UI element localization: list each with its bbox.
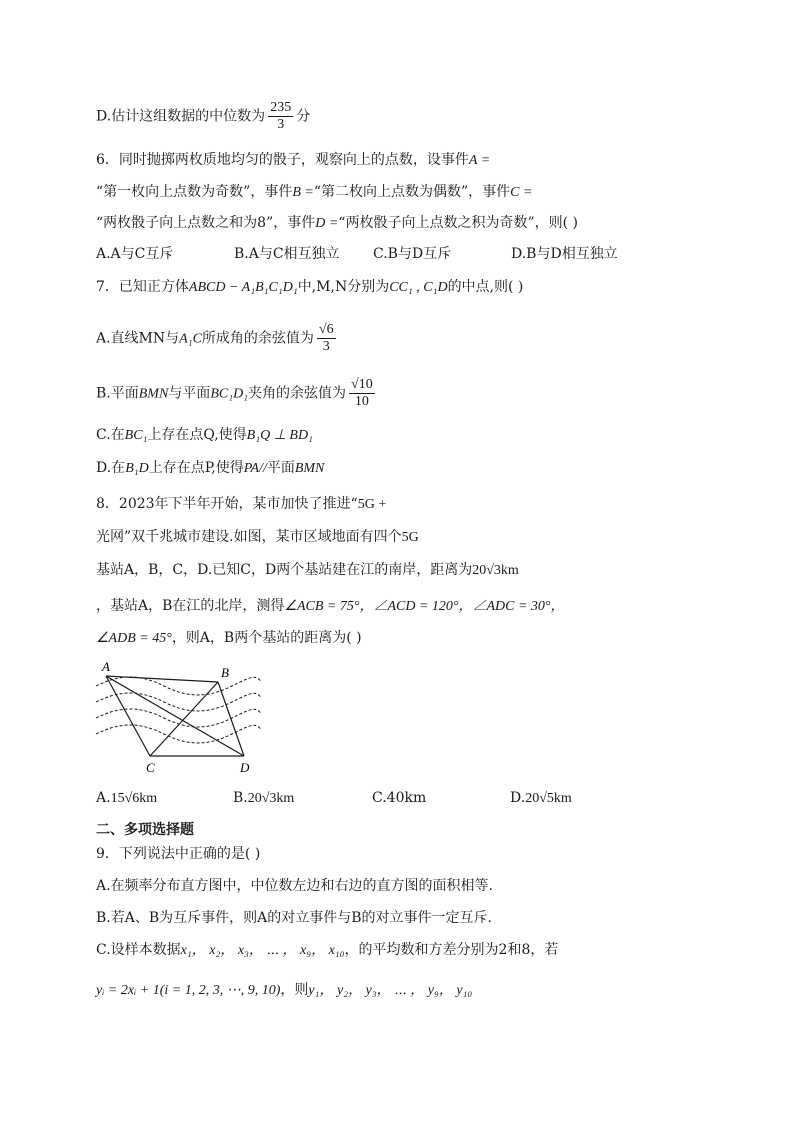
q8-line5 — [96, 628, 362, 649]
text: C.设样本数据 — [96, 942, 181, 958]
section-title-multiple-choice: 二、多项选择题 — [96, 822, 194, 838]
math: 15√6km — [110, 791, 158, 806]
text: B. — [233, 790, 248, 806]
q7-option-c — [96, 425, 313, 446]
math: BMN — [138, 386, 169, 402]
math: 5G — [401, 530, 419, 545]
math: B₁D — [125, 461, 149, 476]
point-label-b: B — [221, 665, 229, 680]
math: CC₁ , C₁D — [389, 280, 448, 295]
q8-line2 — [96, 527, 419, 548]
math: y₁， y₂， y₃， ⋯ ， y₉， y₁₀ — [308, 983, 473, 998]
text: 所成角的余弦值为 — [201, 330, 314, 347]
math: A₁C — [179, 331, 202, 347]
q6-option-a: A.A与C互斥 — [96, 246, 174, 262]
text: B.平面 — [96, 385, 139, 402]
text: 与平面 — [168, 385, 211, 402]
numerator: √10 — [351, 377, 373, 392]
text: D. — [510, 790, 526, 806]
text: 的中点,则( ) — [447, 279, 524, 295]
denominator: 10 — [354, 394, 369, 409]
q8-option-a — [96, 788, 157, 809]
text: 7．已知正方体 — [96, 279, 189, 295]
numerator: 235 — [270, 100, 292, 115]
fraction — [349, 377, 375, 410]
math: C = — [510, 185, 533, 200]
river-waves — [96, 677, 262, 743]
river-figure — [90, 658, 270, 776]
text: ，的平均数和方差分别为2和8，若 — [344, 942, 559, 958]
math: 20√3km — [247, 791, 295, 806]
math: D = — [315, 216, 339, 231]
q9-option-a: A.在频率分布直方图中，中位数左边和右边的直方图的面积相等. — [96, 878, 494, 894]
q9-option-c — [96, 940, 558, 961]
text: 夹角的余弦值为 — [248, 385, 347, 402]
text: 上存在点Q,使得 — [147, 427, 247, 443]
q7-option-a — [96, 322, 339, 355]
math: yᵢ = 2xᵢ + 1(i = 1, 2, 3, ⋯, 9, 10) — [96, 983, 281, 998]
text: “两枚骰子向上点数之和为8”，事件 — [96, 215, 316, 231]
point-label-a: A — [102, 659, 110, 674]
q8-line1 — [96, 494, 386, 515]
math: A = — [468, 153, 491, 168]
fraction — [317, 322, 336, 355]
text: ，则A，B两个基站的距离为( ) — [171, 630, 362, 646]
math: 20√5km — [525, 791, 572, 806]
math: B₁Q ⊥ BD₁ — [246, 428, 313, 443]
q7-option-d — [96, 458, 324, 479]
q8-option-b — [233, 788, 294, 809]
q8-option-c: C.40km — [372, 790, 427, 806]
text: 8．2023年下半年开始，某市加快了推进“ — [96, 496, 358, 512]
q9-stem: 9．下列说法中正确的是( ) — [96, 846, 261, 862]
text: D.估计这组数据的中位数为 — [96, 108, 266, 125]
text: 中,M,N分别为 — [297, 279, 390, 295]
text: D.在 — [96, 460, 126, 476]
text: A. — [96, 790, 111, 806]
denominator: 3 — [322, 339, 330, 354]
math: BC₁ — [124, 428, 148, 443]
numerator: √6 — [318, 322, 334, 337]
math: 20√3km — [472, 563, 519, 578]
q9-option-c-cont — [96, 980, 472, 1001]
text: C.在 — [96, 427, 125, 443]
math: BMN — [294, 461, 325, 476]
q6-line1 — [96, 150, 490, 171]
text: 平面 — [266, 460, 295, 476]
geometry-lines — [106, 676, 244, 756]
math: B = — [292, 185, 314, 200]
point-label-d: D — [240, 760, 250, 775]
math: PA// — [243, 461, 267, 476]
text: ，基站A，B在江的北岸，测得 — [96, 598, 285, 614]
q8-line4 — [96, 596, 565, 617]
text: 上存在点P,使得 — [148, 460, 244, 476]
text: “两枚骰子向上点数之积为奇数”，则( ) — [338, 215, 578, 231]
q7-option-b — [96, 377, 378, 410]
q8-line3 — [96, 560, 519, 581]
math: ∠ACB = 75°，∠ACD = 120°，∠ADC = 30°， — [284, 599, 565, 614]
q6-option-d: D.B与D相互独立 — [511, 246, 618, 262]
math: 5G + — [357, 497, 387, 512]
point-label-c: C — [146, 760, 155, 775]
denominator: 3 — [277, 117, 285, 132]
q7-stem — [96, 277, 523, 298]
text: “第二枚向上点数为偶数”，事件 — [313, 184, 511, 200]
text: 分 — [296, 108, 311, 125]
text: ，则 — [280, 982, 309, 998]
q6-line2 — [96, 182, 532, 203]
q6-option-c: C.B与D互斥 — [373, 246, 452, 262]
text: 光网”双千兆城市建设.如图，某市区域地面有四个 — [96, 529, 402, 545]
math: BC₁D₁ — [210, 386, 249, 402]
q8-option-d — [510, 788, 572, 809]
q6-option-b: B.A与C相互独立 — [234, 246, 340, 262]
text: “第一枚向上点数为奇数”，事件 — [96, 184, 293, 200]
math: ∠ADB = 45° — [96, 631, 172, 646]
q6-line3 — [96, 213, 578, 234]
text: 基站A，B，C，D.已知C，D两个基站建在江的南岸，距离为 — [96, 562, 473, 578]
q5-option-d — [96, 100, 310, 133]
math: ABCD − A₁B₁C₁D₁ — [188, 280, 298, 295]
text: 6．同时抛掷两枚质地均匀的骰子，观察向上的点数，设事件 — [96, 152, 469, 168]
math: x₁， x₂， x₃， ⋯ ， x₉， x₁₀ — [180, 943, 345, 958]
text: A.直线MN与 — [96, 330, 180, 347]
fraction — [268, 100, 293, 133]
q9-option-b: B.若A、B为互斥事件，则A的对立事件与B的对立事件一定互斥. — [96, 910, 492, 926]
